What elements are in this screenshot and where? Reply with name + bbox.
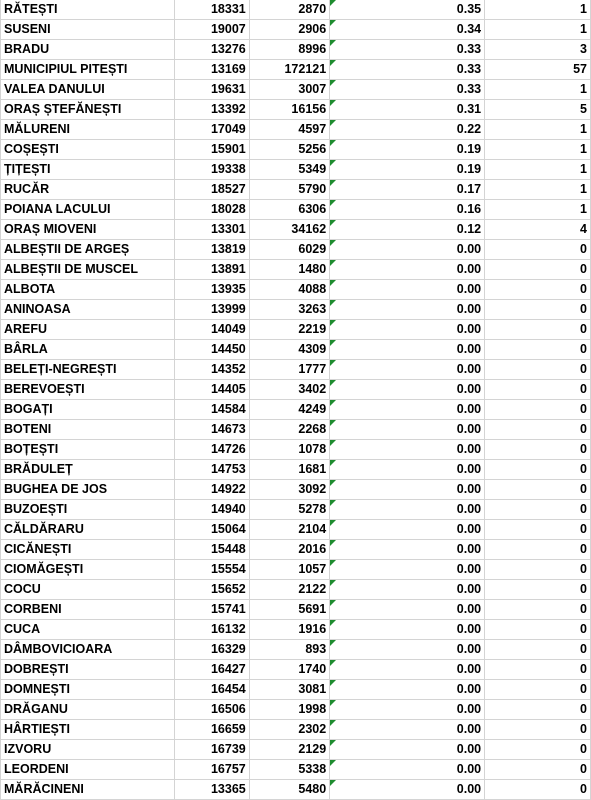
incidence-rate-cell[interactable]: 0.00 xyxy=(330,660,485,680)
cases-cell[interactable]: 0 xyxy=(485,640,591,660)
siruta-code-cell[interactable]: 14352 xyxy=(175,360,249,380)
siruta-code-cell[interactable]: 13891 xyxy=(175,260,249,280)
table-row xyxy=(1,180,591,200)
table-row xyxy=(1,600,591,620)
error-indicator-icon xyxy=(330,340,336,346)
siruta-code-cell[interactable]: 13819 xyxy=(175,240,249,260)
population-cell[interactable]: 1777 xyxy=(249,360,329,380)
error-indicator-icon xyxy=(330,580,336,586)
locality-name-cell[interactable]: CĂLDĂRARU xyxy=(1,520,175,540)
cases-cell[interactable]: 0 xyxy=(485,420,591,440)
locality-name-cell[interactable]: ORAȘ MIOVENI xyxy=(1,220,175,240)
error-indicator-icon xyxy=(330,300,336,306)
table-row xyxy=(1,340,591,360)
siruta-code-cell[interactable]: 15652 xyxy=(175,580,249,600)
table-row xyxy=(1,60,591,80)
locality-name-cell[interactable]: ANINOASA xyxy=(1,300,175,320)
siruta-code-cell[interactable]: 13169 xyxy=(175,60,249,80)
locality-name-cell[interactable]: DOMNEȘTI xyxy=(1,680,175,700)
siruta-code-cell[interactable]: 15554 xyxy=(175,560,249,580)
incidence-rate-cell[interactable]: 0.33 xyxy=(330,60,485,80)
incidence-rate-cell[interactable]: 0.00 xyxy=(330,720,485,740)
error-indicator-icon xyxy=(330,760,336,766)
cases-cell[interactable]: 5 xyxy=(485,100,591,120)
population-cell[interactable]: 34162 xyxy=(249,220,329,240)
population-cell[interactable]: 1998 xyxy=(249,700,329,720)
error-indicator-icon xyxy=(330,140,336,146)
error-indicator-icon xyxy=(330,40,336,46)
siruta-code-cell[interactable]: 16659 xyxy=(175,720,249,740)
siruta-code-cell[interactable]: 16757 xyxy=(175,760,249,780)
table-row xyxy=(1,360,591,380)
error-indicator-icon xyxy=(330,260,336,266)
table-row xyxy=(1,400,591,420)
population-cell[interactable]: 2870 xyxy=(249,0,329,20)
locality-name-cell[interactable]: BUZOEȘTI xyxy=(1,500,175,520)
siruta-code-cell[interactable]: 13999 xyxy=(175,300,249,320)
cases-cell[interactable]: 0 xyxy=(485,340,591,360)
siruta-code-cell[interactable]: 16739 xyxy=(175,740,249,760)
cases-cell[interactable]: 1 xyxy=(485,20,591,40)
population-cell[interactable]: 5480 xyxy=(249,780,329,800)
error-indicator-icon xyxy=(330,240,336,246)
locality-name-cell[interactable]: RUCĂR xyxy=(1,180,175,200)
population-cell[interactable]: 4597 xyxy=(249,120,329,140)
table-row xyxy=(1,760,591,780)
locality-name-cell[interactable]: ALBOTA xyxy=(1,280,175,300)
cases-cell[interactable]: 0 xyxy=(485,740,591,760)
cases-cell[interactable]: 0 xyxy=(485,440,591,460)
table-row xyxy=(1,280,591,300)
siruta-code-cell[interactable]: 18028 xyxy=(175,200,249,220)
population-cell[interactable]: 6029 xyxy=(249,240,329,260)
cases-cell[interactable]: 1 xyxy=(485,200,591,220)
population-cell[interactable]: 3402 xyxy=(249,380,329,400)
table-row xyxy=(1,540,591,560)
incidence-rate-cell[interactable]: 0.22 xyxy=(330,120,485,140)
incidence-rate-cell[interactable]: 0.00 xyxy=(330,760,485,780)
error-indicator-icon xyxy=(330,540,336,546)
cases-cell[interactable]: 1 xyxy=(485,120,591,140)
incidence-rate-cell[interactable]: 0.12 xyxy=(330,220,485,240)
error-indicator-icon xyxy=(330,0,336,6)
siruta-code-cell[interactable]: 14726 xyxy=(175,440,249,460)
incidence-rate-cell[interactable]: 0.00 xyxy=(330,520,485,540)
cases-cell[interactable]: 0 xyxy=(485,620,591,640)
cases-cell[interactable]: 0 xyxy=(485,460,591,480)
locality-name-cell[interactable]: RĂTEȘTI xyxy=(1,0,175,20)
siruta-code-cell[interactable]: 16506 xyxy=(175,700,249,720)
incidence-rate-cell[interactable]: 0.19 xyxy=(330,160,485,180)
incidence-rate-cell[interactable]: 0.00 xyxy=(330,380,485,400)
cases-cell[interactable]: 1 xyxy=(485,160,591,180)
population-cell[interactable]: 2268 xyxy=(249,420,329,440)
locality-name-cell[interactable]: BÂRLA xyxy=(1,340,175,360)
error-indicator-icon xyxy=(330,80,336,86)
locality-name-cell[interactable]: CICĂNEȘTI xyxy=(1,540,175,560)
incidence-rate-cell[interactable]: 0.00 xyxy=(330,460,485,480)
cases-cell[interactable]: 0 xyxy=(485,320,591,340)
error-indicator-icon xyxy=(330,380,336,386)
cases-cell[interactable]: 0 xyxy=(485,240,591,260)
locality-name-cell[interactable]: MĂLURENI xyxy=(1,120,175,140)
locality-name-cell[interactable]: BOȚEȘTI xyxy=(1,440,175,460)
incidence-rate-cell[interactable]: 0.33 xyxy=(330,80,485,100)
table-row xyxy=(1,380,591,400)
locality-name-cell[interactable]: BUGHEA DE JOS xyxy=(1,480,175,500)
siruta-code-cell[interactable]: 14940 xyxy=(175,500,249,520)
population-cell[interactable]: 2016 xyxy=(249,540,329,560)
siruta-code-cell[interactable]: 14584 xyxy=(175,400,249,420)
siruta-code-cell[interactable]: 16454 xyxy=(175,680,249,700)
error-indicator-icon xyxy=(330,680,336,686)
error-indicator-icon xyxy=(330,520,336,526)
population-cell[interactable]: 5338 xyxy=(249,760,329,780)
incidence-rate-cell[interactable]: 0.00 xyxy=(330,780,485,800)
cases-cell[interactable]: 0 xyxy=(485,360,591,380)
incidence-rate-cell[interactable]: 0.00 xyxy=(330,680,485,700)
locality-name-cell[interactable]: MUNICIPIUL PITEȘTI xyxy=(1,60,175,80)
siruta-code-cell[interactable]: 14405 xyxy=(175,380,249,400)
incidence-rate-cell[interactable]: 0.31 xyxy=(330,100,485,120)
locality-name-cell[interactable]: BELEȚI-NEGREȘTI xyxy=(1,360,175,380)
incidence-rate-cell[interactable]: 0.00 xyxy=(330,560,485,580)
locality-name-cell[interactable]: ALBEȘTII DE ARGEȘ xyxy=(1,240,175,260)
incidence-rate-cell[interactable]: 0.00 xyxy=(330,500,485,520)
siruta-code-cell[interactable]: 19338 xyxy=(175,160,249,180)
table-row xyxy=(1,80,591,100)
incidence-rate-cell[interactable]: 0.16 xyxy=(330,200,485,220)
cases-cell[interactable]: 1 xyxy=(485,0,591,20)
population-cell[interactable]: 2122 xyxy=(249,580,329,600)
incidence-rate-cell[interactable]: 0.00 xyxy=(330,640,485,660)
table-row xyxy=(1,580,591,600)
error-indicator-icon xyxy=(330,280,336,286)
population-cell[interactable]: 1057 xyxy=(249,560,329,580)
cases-cell[interactable]: 0 xyxy=(485,680,591,700)
population-cell[interactable]: 2302 xyxy=(249,720,329,740)
incidence-rate-cell[interactable]: 0.00 xyxy=(330,440,485,460)
cases-cell[interactable]: 0 xyxy=(485,540,591,560)
cases-cell[interactable]: 1 xyxy=(485,140,591,160)
error-indicator-icon xyxy=(330,660,336,666)
error-indicator-icon xyxy=(330,560,336,566)
population-cell[interactable]: 2906 xyxy=(249,20,329,40)
incidence-rate-cell[interactable]: 0.19 xyxy=(330,140,485,160)
population-cell[interactable]: 5790 xyxy=(249,180,329,200)
error-indicator-icon xyxy=(330,420,336,426)
cases-cell[interactable]: 0 xyxy=(485,520,591,540)
siruta-code-cell[interactable]: 13935 xyxy=(175,280,249,300)
error-indicator-icon xyxy=(330,60,336,66)
cases-cell[interactable]: 57 xyxy=(485,60,591,80)
locality-name-cell[interactable]: MĂRĂCINENI xyxy=(1,780,175,800)
locality-name-cell[interactable]: DOBREȘTI xyxy=(1,660,175,680)
population-cell[interactable]: 5256 xyxy=(249,140,329,160)
locality-name-cell[interactable]: BRADU xyxy=(1,40,175,60)
error-indicator-icon xyxy=(330,220,336,226)
table-row xyxy=(1,780,591,800)
locality-name-cell[interactable]: DÂMBOVICIOARA xyxy=(1,640,175,660)
table-row xyxy=(1,700,591,720)
error-indicator-icon xyxy=(330,320,336,326)
cases-cell[interactable]: 0 xyxy=(485,480,591,500)
locality-name-cell[interactable]: DRĂGANU xyxy=(1,700,175,720)
incidence-rate-cell[interactable]: 0.00 xyxy=(330,360,485,380)
incidence-rate-cell[interactable]: 0.00 xyxy=(330,580,485,600)
error-indicator-icon xyxy=(330,120,336,126)
error-indicator-icon xyxy=(330,740,336,746)
population-cell[interactable]: 1740 xyxy=(249,660,329,680)
cases-cell[interactable]: 0 xyxy=(485,780,591,800)
population-cell[interactable]: 3081 xyxy=(249,680,329,700)
incidence-rate-cell[interactable]: 0.00 xyxy=(330,320,485,340)
table-row xyxy=(1,440,591,460)
table-row xyxy=(1,640,591,660)
population-cell[interactable]: 6306 xyxy=(249,200,329,220)
population-cell[interactable]: 172121 xyxy=(249,60,329,80)
cases-cell[interactable]: 3 xyxy=(485,40,591,60)
incidence-rate-cell[interactable]: 0.00 xyxy=(330,540,485,560)
population-cell[interactable]: 893 xyxy=(249,640,329,660)
siruta-code-cell[interactable]: 15901 xyxy=(175,140,249,160)
population-cell[interactable]: 8996 xyxy=(249,40,329,60)
population-cell[interactable]: 1480 xyxy=(249,260,329,280)
cases-cell[interactable]: 4 xyxy=(485,220,591,240)
table-row xyxy=(1,740,591,760)
locality-name-cell[interactable]: ALBEȘTII DE MUSCEL xyxy=(1,260,175,280)
error-indicator-icon xyxy=(330,640,336,646)
error-indicator-icon xyxy=(330,480,336,486)
locality-name-cell[interactable]: CUCA xyxy=(1,620,175,640)
cases-cell[interactable]: 0 xyxy=(485,700,591,720)
table-row xyxy=(1,120,591,140)
incidence-rate-cell[interactable]: 0.33 xyxy=(330,40,485,60)
error-indicator-icon xyxy=(330,500,336,506)
locality-name-cell[interactable]: BOTENI xyxy=(1,420,175,440)
incidence-rate-cell[interactable]: 0.17 xyxy=(330,180,485,200)
table-row xyxy=(1,560,591,580)
population-cell[interactable]: 2104 xyxy=(249,520,329,540)
siruta-code-cell[interactable]: 15448 xyxy=(175,540,249,560)
error-indicator-icon xyxy=(330,440,336,446)
cases-cell[interactable]: 0 xyxy=(485,260,591,280)
incidence-rate-cell[interactable]: 0.00 xyxy=(330,400,485,420)
incidence-rate-cell[interactable]: 0.00 xyxy=(330,240,485,260)
siruta-code-cell[interactable]: 14450 xyxy=(175,340,249,360)
incidence-rate-cell[interactable]: 0.00 xyxy=(330,280,485,300)
locality-name-cell[interactable]: ORAȘ ȘTEFĂNEȘTI xyxy=(1,100,175,120)
locality-name-cell[interactable]: AREFU xyxy=(1,320,175,340)
incidence-rate-cell[interactable]: 0.00 xyxy=(330,740,485,760)
error-indicator-icon xyxy=(330,460,336,466)
siruta-code-cell[interactable]: 16427 xyxy=(175,660,249,680)
siruta-code-cell[interactable]: 15741 xyxy=(175,600,249,620)
population-cell[interactable]: 4249 xyxy=(249,400,329,420)
table-row xyxy=(1,220,591,240)
table-row xyxy=(1,680,591,700)
table-row xyxy=(1,460,591,480)
population-cell[interactable]: 3263 xyxy=(249,300,329,320)
table-row xyxy=(1,140,591,160)
siruta-code-cell[interactable]: 16132 xyxy=(175,620,249,640)
siruta-code-cell[interactable]: 19007 xyxy=(175,20,249,40)
error-indicator-icon xyxy=(330,600,336,606)
error-indicator-icon xyxy=(330,620,336,626)
population-cell[interactable]: 2129 xyxy=(249,740,329,760)
table-row xyxy=(1,200,591,220)
table-row xyxy=(1,240,591,260)
error-indicator-icon xyxy=(330,180,336,186)
locality-name-cell[interactable]: COCU xyxy=(1,580,175,600)
locality-name-cell[interactable]: BOGAȚI xyxy=(1,400,175,420)
locality-name-cell[interactable]: IZVORU xyxy=(1,740,175,760)
table-row xyxy=(1,660,591,680)
table-row xyxy=(1,420,591,440)
siruta-code-cell[interactable]: 18331 xyxy=(175,0,249,20)
cases-cell[interactable]: 0 xyxy=(485,660,591,680)
error-indicator-icon xyxy=(330,720,336,726)
incidence-rate-cell[interactable]: 0.34 xyxy=(330,20,485,40)
siruta-code-cell[interactable]: 14753 xyxy=(175,460,249,480)
table-row xyxy=(1,0,591,20)
locality-name-cell[interactable]: POIANA LACULUI xyxy=(1,200,175,220)
cases-cell[interactable]: 0 xyxy=(485,380,591,400)
locality-name-cell[interactable]: ȚIȚEȘTI xyxy=(1,160,175,180)
siruta-code-cell[interactable]: 13276 xyxy=(175,40,249,60)
cases-cell[interactable]: 0 xyxy=(485,600,591,620)
error-indicator-icon xyxy=(330,20,336,26)
table-row xyxy=(1,520,591,540)
population-cell[interactable]: 1078 xyxy=(249,440,329,460)
incidence-rate-cell[interactable]: 0.00 xyxy=(330,260,485,280)
population-cell[interactable]: 2219 xyxy=(249,320,329,340)
cases-cell[interactable]: 1 xyxy=(485,180,591,200)
incidence-rate-cell[interactable]: 0.00 xyxy=(330,420,485,440)
population-cell[interactable]: 3092 xyxy=(249,480,329,500)
population-cell[interactable]: 4309 xyxy=(249,340,329,360)
locality-name-cell[interactable]: BEREVOEȘTI xyxy=(1,380,175,400)
siruta-code-cell[interactable]: 15064 xyxy=(175,520,249,540)
table-row xyxy=(1,620,591,640)
cases-cell[interactable]: 0 xyxy=(485,300,591,320)
incidence-rate-cell[interactable]: 0.35 xyxy=(330,0,485,20)
incidence-rate-cell[interactable]: 0.00 xyxy=(330,340,485,360)
incidence-rate-cell[interactable]: 0.00 xyxy=(330,600,485,620)
table-row xyxy=(1,720,591,740)
incidence-rate-cell[interactable]: 0.00 xyxy=(330,700,485,720)
cases-cell[interactable]: 1 xyxy=(485,80,591,100)
table-row xyxy=(1,260,591,280)
population-cell[interactable]: 4088 xyxy=(249,280,329,300)
population-cell[interactable]: 1681 xyxy=(249,460,329,480)
error-indicator-icon xyxy=(330,200,336,206)
locality-name-cell[interactable]: HÂRTIEȘTI xyxy=(1,720,175,740)
population-cell[interactable]: 5691 xyxy=(249,600,329,620)
locality-name-cell[interactable]: CIOMĂGEȘTI xyxy=(1,560,175,580)
siruta-code-cell[interactable]: 17049 xyxy=(175,120,249,140)
incidence-rate-cell[interactable]: 0.00 xyxy=(330,620,485,640)
error-indicator-icon xyxy=(330,400,336,406)
table-row xyxy=(1,300,591,320)
error-indicator-icon xyxy=(330,160,336,166)
siruta-code-cell[interactable]: 14049 xyxy=(175,320,249,340)
cases-cell[interactable]: 0 xyxy=(485,280,591,300)
cases-cell[interactable]: 0 xyxy=(485,560,591,580)
table-row xyxy=(1,160,591,180)
table-row xyxy=(1,320,591,340)
cases-cell[interactable]: 0 xyxy=(485,580,591,600)
siruta-code-cell[interactable]: 14673 xyxy=(175,420,249,440)
siruta-code-cell[interactable]: 13392 xyxy=(175,100,249,120)
cases-cell[interactable]: 0 xyxy=(485,760,591,780)
siruta-code-cell[interactable]: 18527 xyxy=(175,180,249,200)
error-indicator-icon xyxy=(330,700,336,706)
population-cell[interactable]: 5278 xyxy=(249,500,329,520)
siruta-code-cell[interactable]: 19631 xyxy=(175,80,249,100)
error-indicator-icon xyxy=(330,360,336,366)
siruta-code-cell[interactable]: 14922 xyxy=(175,480,249,500)
table-row xyxy=(1,100,591,120)
table-row xyxy=(1,500,591,520)
table-row xyxy=(1,20,591,40)
locality-name-cell[interactable]: BRĂDULEȚ xyxy=(1,460,175,480)
population-cell[interactable]: 5349 xyxy=(249,160,329,180)
cases-cell[interactable]: 0 xyxy=(485,400,591,420)
cases-cell[interactable]: 0 xyxy=(485,720,591,740)
table-row xyxy=(1,40,591,60)
error-indicator-icon xyxy=(330,100,336,106)
siruta-code-cell[interactable]: 13365 xyxy=(175,780,249,800)
population-cell[interactable]: 1916 xyxy=(249,620,329,640)
incidence-rate-cell[interactable]: 0.00 xyxy=(330,300,485,320)
table-row xyxy=(1,480,591,500)
locality-name-cell[interactable]: LEORDENI xyxy=(1,760,175,780)
incidence-rate-cell[interactable]: 0.00 xyxy=(330,480,485,500)
siruta-code-cell[interactable]: 16329 xyxy=(175,640,249,660)
locality-name-cell[interactable]: CORBENI xyxy=(1,600,175,620)
population-cell[interactable]: 16156 xyxy=(249,100,329,120)
population-cell[interactable]: 3007 xyxy=(249,80,329,100)
spreadsheet-body xyxy=(1,0,591,800)
locality-name-cell[interactable]: COȘEȘTI xyxy=(1,140,175,160)
error-indicator-icon xyxy=(330,780,336,786)
siruta-code-cell[interactable]: 13301 xyxy=(175,220,249,240)
cases-cell[interactable]: 0 xyxy=(485,500,591,520)
locality-name-cell[interactable]: SUSENI xyxy=(1,20,175,40)
locality-name-cell[interactable]: VALEA DANULUI xyxy=(1,80,175,100)
